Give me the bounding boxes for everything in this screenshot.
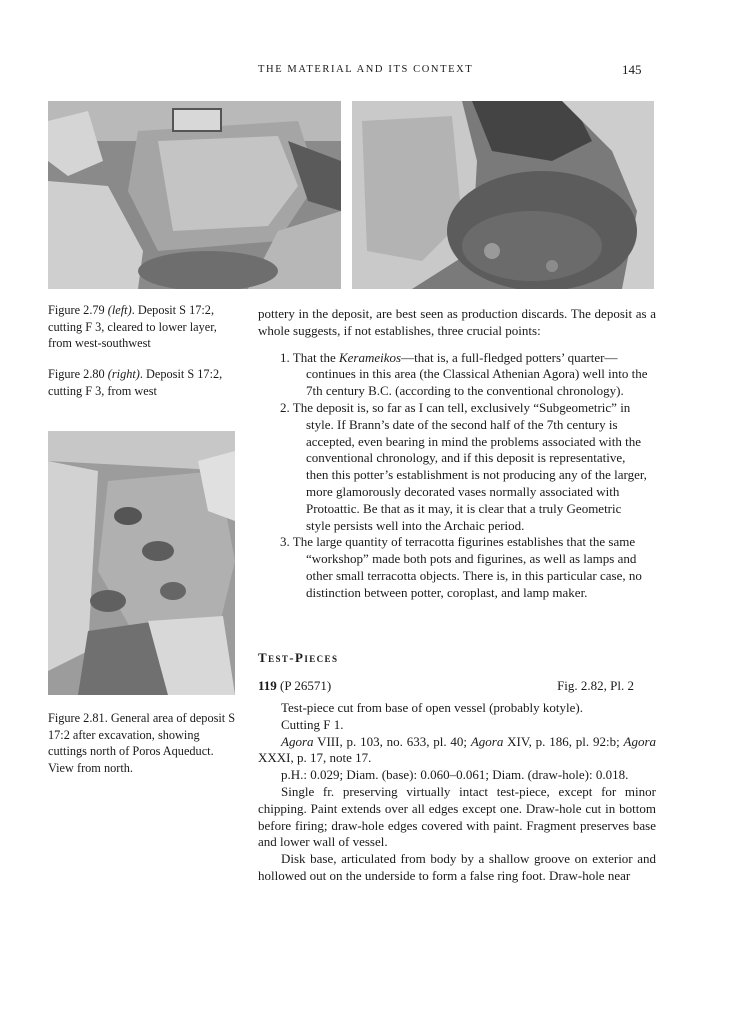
figure-2-79-caption (48, 302, 240, 352)
intro-paragraph: pottery in the deposit, are best seen as production discards. The deposit as a whole suggests, if not establishes, three crucial points: (258, 306, 656, 338)
running-header (0, 64, 745, 80)
excavation-photo-icon (352, 101, 654, 289)
figure-2-80-caption (48, 366, 240, 399)
page-number: 145 (622, 62, 642, 77)
entry-dimensions: p.H.: 0.029; Diam. (base): 0.060–0.061; Diam. (draw-hole): 0.018. (281, 767, 629, 783)
entry-number: 119 (258, 678, 277, 693)
entry-references: Agora VIII, p. 103, no. 633, pl. 40; Agora XIV, p. 186, pl. 92:b; Agora XXXI, p. 17, note 17. (258, 733, 656, 766)
entry-form: Disk base, articulated from body by a shallow groove on exterior and hollowed out on the underside to form a false ring foot. Draw-hole near (258, 851, 656, 883)
entry-cutting: Cutting F 1. (281, 716, 344, 732)
entry-condition: Single fr. preserving virtually intact test-piece, except for minor chipping. Paint extends over all edges except one. Draw-hole cut in bottom before firing; draw-hole edges covered with paint. Fragment preserves base and lower wall of vessel. (258, 783, 656, 850)
figure-2-79-photo (48, 101, 341, 289)
entry-description: Test-piece cut from base of open vessel (probably kotyle). (281, 700, 583, 715)
caption-text: . Deposit S 17:2, cutting F 3, cleared to lower layer, from west-southwest (48, 303, 217, 350)
running-title: THE MATERIAL AND ITS CONTEXT (258, 64, 474, 75)
excavation-photo-icon (48, 101, 341, 289)
figure-2-80-photo (352, 101, 654, 289)
caption-position: (right) (107, 367, 140, 381)
caption-text: . Deposit S 17:2, cutting F 3, from west (48, 367, 223, 398)
list-item: 3. The large quantity of terracotta figurines establishes that the same “workshop” made both pots and figurines, as well as lamps and other small terracotta objects. There is, in this particular case, no distinction between potter, coroplast, and lamp maker. (280, 534, 642, 600)
list-item: 2. The deposit is, so far as I can tell, exclusively “Subgeometric” in style. If Brann’s date of the second half of the 7th century is accepted, even bearing in mind the problems associated with the conventional chronology, and if this deposit is representative, then this potter’s establishment is not producing any of the larger, more glamorously decorated vases normally associated with Protoattic. Be that as it may, it is clear that a truly Geometric style persists well into the Archaic period. (280, 399, 647, 533)
caption-label: Figure 2.79 (48, 303, 108, 317)
caption-label: Figure 2.80 (48, 367, 108, 381)
figure-2-81-photo (48, 431, 235, 695)
main-text-column (258, 306, 656, 602)
section-heading: Test-Pieces (258, 650, 339, 665)
catalogue-entry-body (258, 700, 656, 885)
list-item: 1. That the Kerameikos—that is, a full-fledged potters’ quarter—continues in this area (the Classical Athenian Agora) well into the 7th century B.C. (according to the conventional chronology). (280, 349, 648, 399)
figure-2-81-caption: Figure 2.81. General area of deposit S 17:2 after excavation, showing cuttings north of Poros Aqueduct. View from north. (48, 711, 236, 775)
entry-inventory: (P 26571) (276, 678, 332, 693)
catalogue-entry-heading (258, 678, 634, 694)
entry-figure-ref: Fig. 2.82, Pl. 2 (557, 678, 634, 693)
numbered-points (258, 350, 656, 602)
caption-position: (left) (107, 303, 132, 317)
excavation-photo-icon (48, 431, 235, 695)
